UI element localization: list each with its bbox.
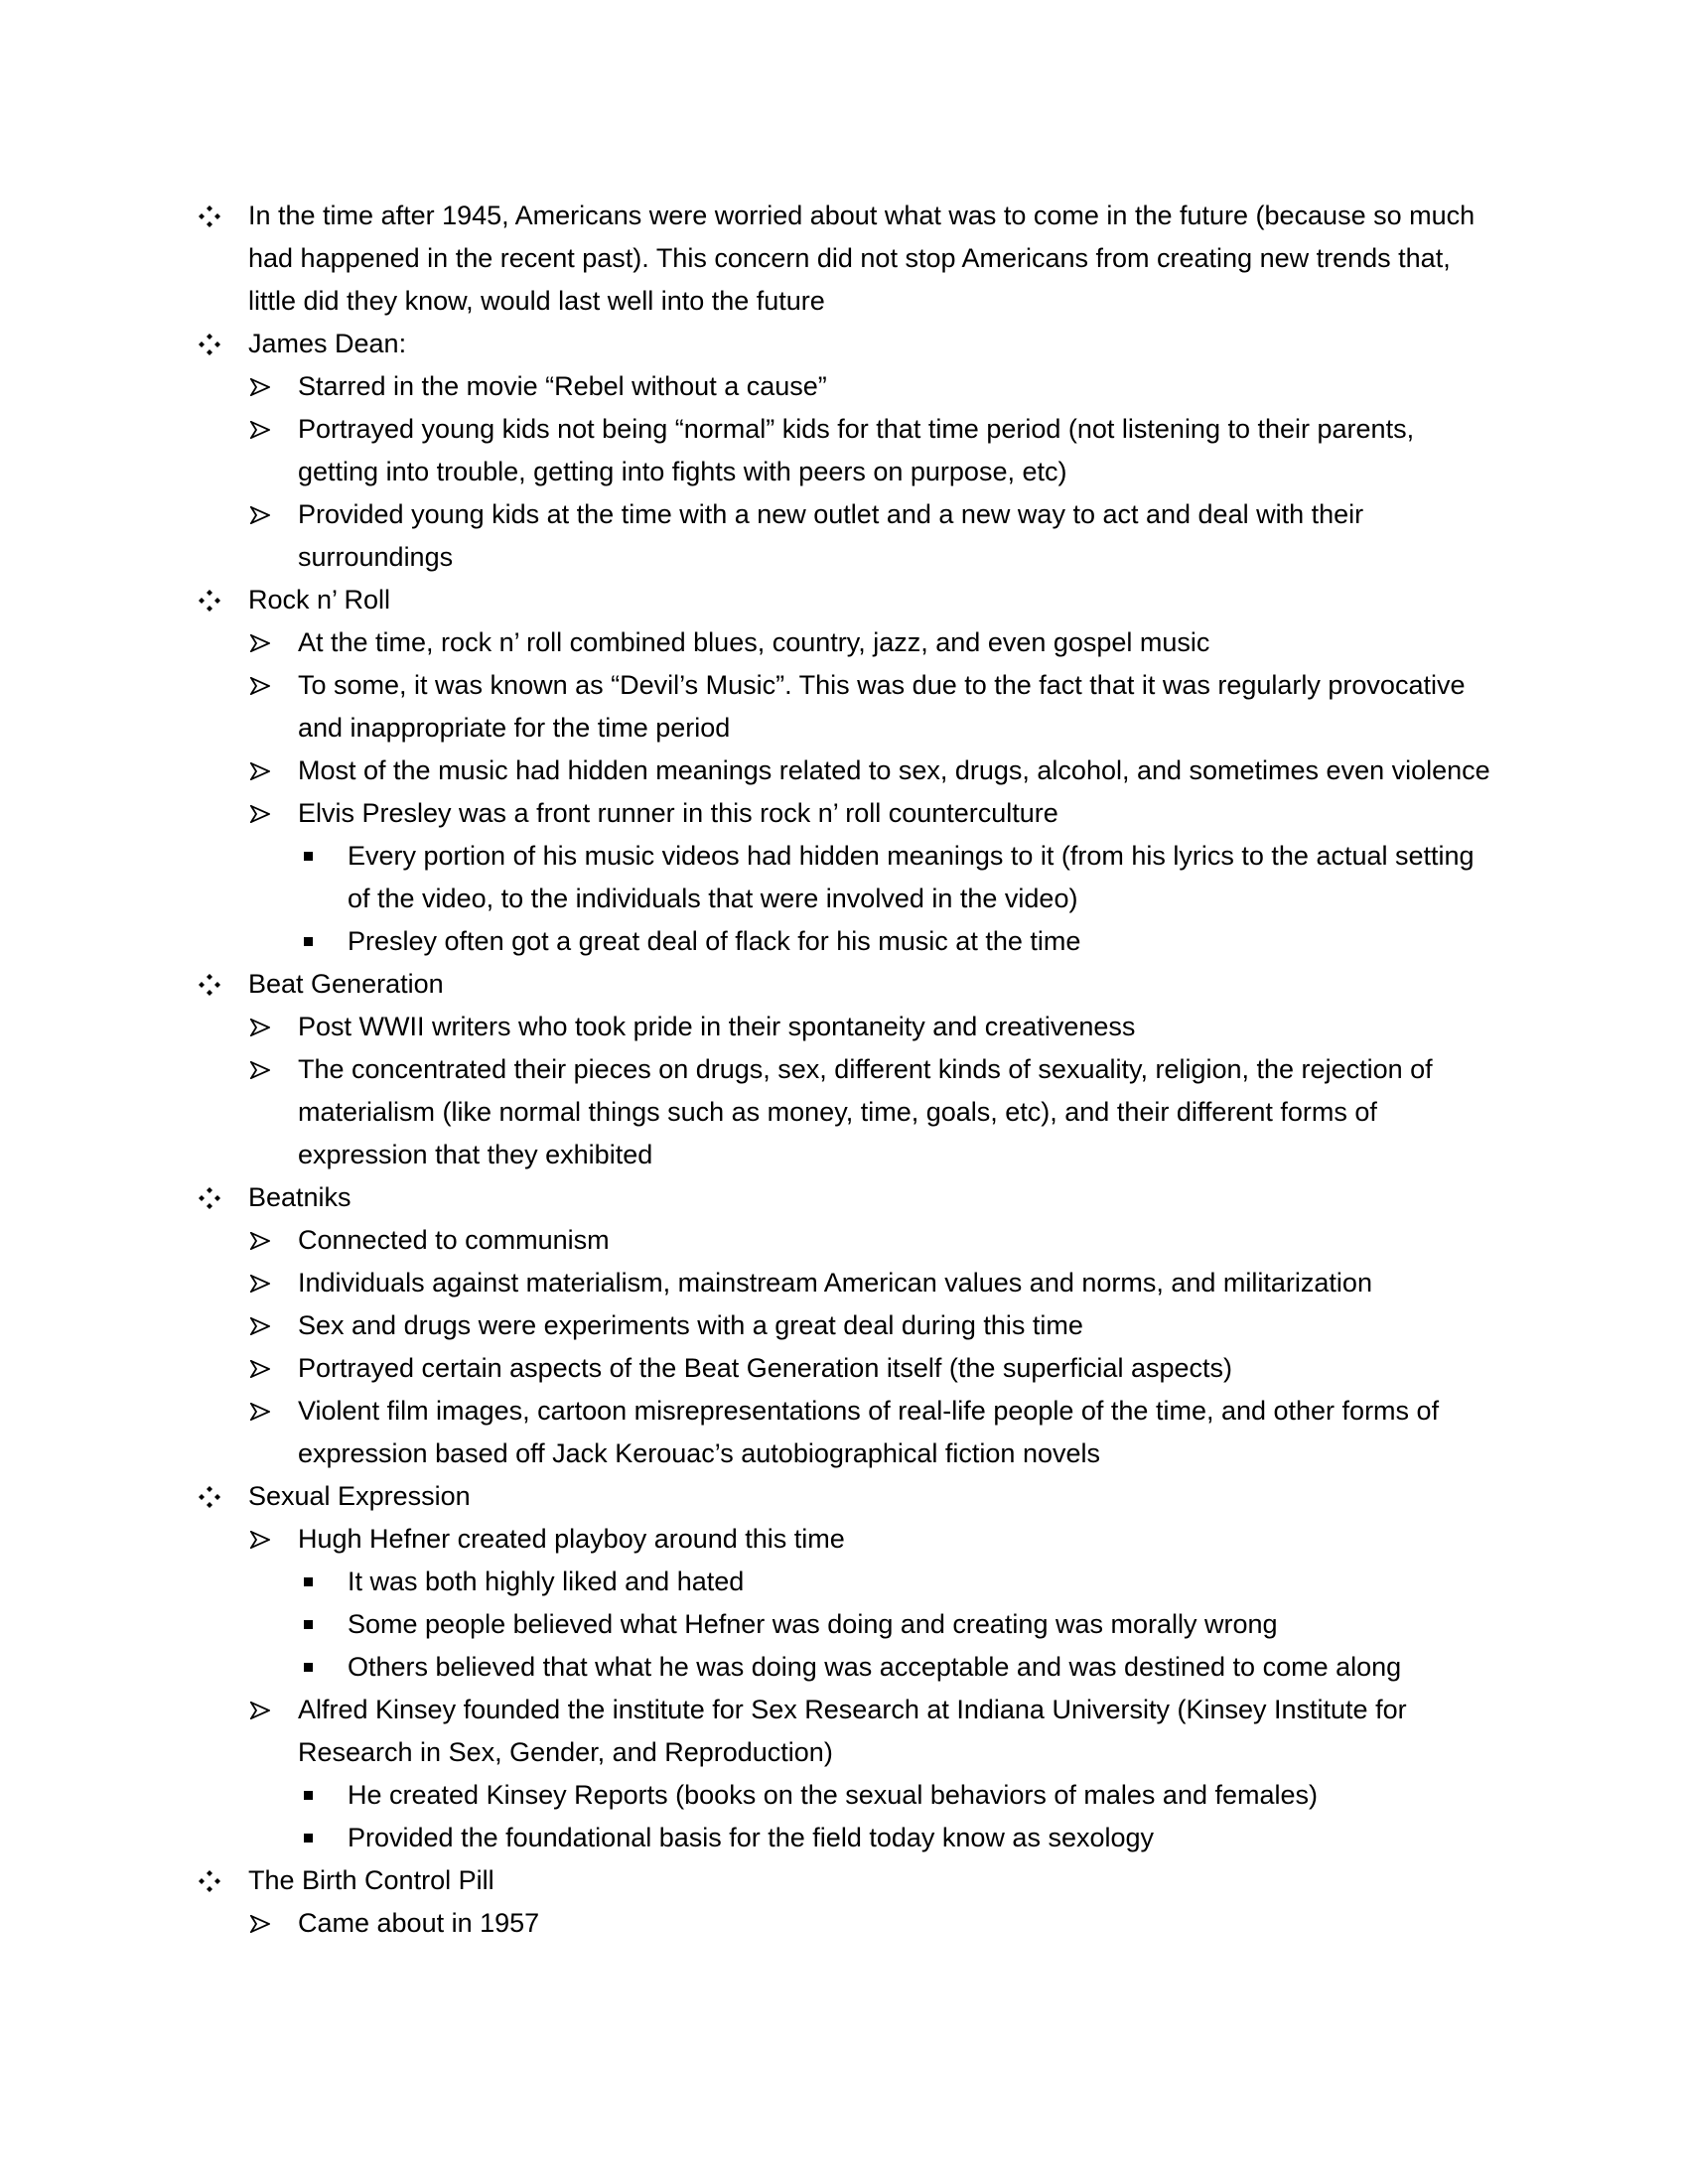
diamond-bullet-icon — [199, 323, 228, 365]
list-item-text: Post WWII writers who took pride in their spontaneity and creativeness — [298, 1012, 1136, 1041]
list-item-text: Others believed that what he was doing was acceptable and was destined to come along — [348, 1652, 1402, 1682]
list-item-text: Starred in the movie “Rebel without a cause” — [298, 371, 827, 401]
list-item — [199, 365, 1499, 408]
square-bullet-icon — [302, 1774, 332, 1817]
list-item — [199, 1689, 1499, 1774]
list-item-text: Some people believed what Hefner was doing and creating was morally wrong — [348, 1609, 1278, 1639]
list-item-text: Every portion of his music videos had hidden meanings to it (from his lyrics to the actual setting of the video, to the individuals that were involved in the video) — [348, 841, 1475, 913]
list-item-text: The concentrated their pieces on drugs, sex, different kinds of sexuality, religion, the rejection of materialism (like normal things such as money, time, goals, etc), and their different forms of expression that they exhibited — [298, 1054, 1433, 1169]
list-item — [199, 1048, 1499, 1176]
diamond-bullet-icon — [199, 1176, 228, 1219]
list-item-text: James Dean: — [248, 329, 407, 358]
list-item-text: Beatniks — [248, 1182, 352, 1212]
arrow-bullet-icon — [250, 1347, 280, 1390]
list-item — [199, 1390, 1499, 1475]
list-item — [199, 1304, 1499, 1347]
list-item — [199, 1347, 1499, 1390]
diamond-bullet-icon — [199, 963, 228, 1006]
list-item-text: He created Kinsey Reports (books on the sexual behaviors of males and females) — [348, 1780, 1319, 1810]
arrow-bullet-icon — [250, 493, 280, 536]
list-item-text: Sexual Expression — [248, 1481, 471, 1511]
list-item-text: Alfred Kinsey founded the institute for Sex Research at Indiana University (Kinsey Institute for Research in Sex, Gender, and Reproduction) — [298, 1695, 1407, 1767]
list-item-text: Portrayed young kids not being “normal” kids for that time period (not listening to their parents, getting into trouble, getting into fights with peers on purpose, etc) — [298, 414, 1415, 486]
square-bullet-icon — [302, 920, 332, 963]
list-item-text: Connected to communism — [298, 1225, 610, 1255]
arrow-bullet-icon — [250, 621, 280, 664]
list-item-text: Portrayed certain aspects of the Beat Generation itself (the superficial aspects) — [298, 1353, 1232, 1383]
list-item-text: Provided the foundational basis for the field today know as sexology — [348, 1823, 1155, 1852]
arrow-bullet-icon — [250, 1262, 280, 1304]
list-item — [199, 1176, 1499, 1219]
list-item — [199, 621, 1499, 664]
list-item-text: Came about in 1957 — [298, 1908, 540, 1938]
diamond-bullet-icon — [199, 195, 228, 237]
list-item — [199, 750, 1499, 792]
arrow-bullet-icon — [250, 664, 280, 707]
list-item — [199, 195, 1499, 323]
list-item-text: Most of the music had hidden meanings related to sex, drugs, alcohol, and sometimes even violence — [298, 755, 1490, 785]
list-item — [199, 792, 1499, 835]
list-item — [199, 1646, 1499, 1689]
list-item-text: Individuals against materialism, mainstream American values and norms, and militarization — [298, 1268, 1372, 1297]
square-bullet-icon — [302, 1646, 332, 1689]
list-item — [199, 920, 1499, 963]
list-item — [199, 1774, 1499, 1817]
arrow-bullet-icon — [250, 408, 280, 451]
list-item — [199, 1219, 1499, 1262]
arrow-bullet-icon — [250, 1689, 280, 1731]
arrow-bullet-icon — [250, 365, 280, 408]
arrow-bullet-icon — [250, 792, 280, 835]
list-item-text: Rock n’ Roll — [248, 585, 391, 614]
list-item-text: Provided young kids at the time with a new outlet and a new way to act and deal with their surroundings — [298, 499, 1364, 572]
list-item — [199, 323, 1499, 365]
list-item-text: At the time, rock n’ roll combined blues, country, jazz, and even gospel music — [298, 627, 1210, 657]
arrow-bullet-icon — [250, 1006, 280, 1048]
list-item-text: Violent film images, cartoon misrepresentations of real-life people of the time, and other forms of expression based off Jack Kerouac’s autobiographical fiction novels — [298, 1396, 1440, 1468]
arrow-bullet-icon — [250, 1390, 280, 1433]
list-item — [199, 1817, 1499, 1859]
arrow-bullet-icon — [250, 1518, 280, 1561]
arrow-bullet-icon — [250, 1902, 280, 1945]
arrow-bullet-icon — [250, 1048, 280, 1091]
arrow-bullet-icon — [250, 1219, 280, 1262]
arrow-bullet-icon — [250, 1304, 280, 1347]
list-item — [199, 1475, 1499, 1518]
list-item-text: Presley often got a great deal of flack for his music at the time — [348, 926, 1081, 956]
square-bullet-icon — [302, 1561, 332, 1603]
arrow-bullet-icon — [250, 750, 280, 792]
list-item — [199, 1561, 1499, 1603]
diamond-bullet-icon — [199, 579, 228, 621]
list-item — [199, 579, 1499, 621]
list-item-text: Elvis Presley was a front runner in this rock n’ roll counterculture — [298, 798, 1058, 828]
list-item — [199, 1859, 1499, 1902]
diamond-bullet-icon — [199, 1859, 228, 1902]
diamond-bullet-icon — [199, 1475, 228, 1518]
list-item-text: To some, it was known as “Devil’s Music”. This was due to the fact that it was regularly provocative and inappropriate for the time period — [298, 670, 1466, 743]
list-item-text: In the time after 1945, Americans were worried about what was to come in the future (because so much had happened in the recent past). This concern did not stop Americans from creating new trends that, little did they know, would last well into the future — [248, 201, 1476, 316]
bulleted-outline — [199, 195, 1499, 1945]
list-item — [199, 835, 1499, 920]
square-bullet-icon — [302, 1817, 332, 1859]
list-item-text: Sex and drugs were experiments with a great deal during this time — [298, 1310, 1083, 1340]
square-bullet-icon — [302, 1603, 332, 1646]
list-item — [199, 1603, 1499, 1646]
list-item-text: The Birth Control Pill — [248, 1865, 494, 1895]
list-item — [199, 1262, 1499, 1304]
list-item-text: Beat Generation — [248, 969, 444, 999]
list-item — [199, 664, 1499, 750]
list-item — [199, 963, 1499, 1006]
list-item — [199, 1006, 1499, 1048]
list-item — [199, 408, 1499, 493]
list-item-text: Hugh Hefner created playboy around this time — [298, 1524, 845, 1554]
list-item — [199, 493, 1499, 579]
list-item — [199, 1902, 1499, 1945]
list-item-text: It was both highly liked and hated — [348, 1567, 745, 1596]
list-item — [199, 1518, 1499, 1561]
square-bullet-icon — [302, 835, 332, 878]
